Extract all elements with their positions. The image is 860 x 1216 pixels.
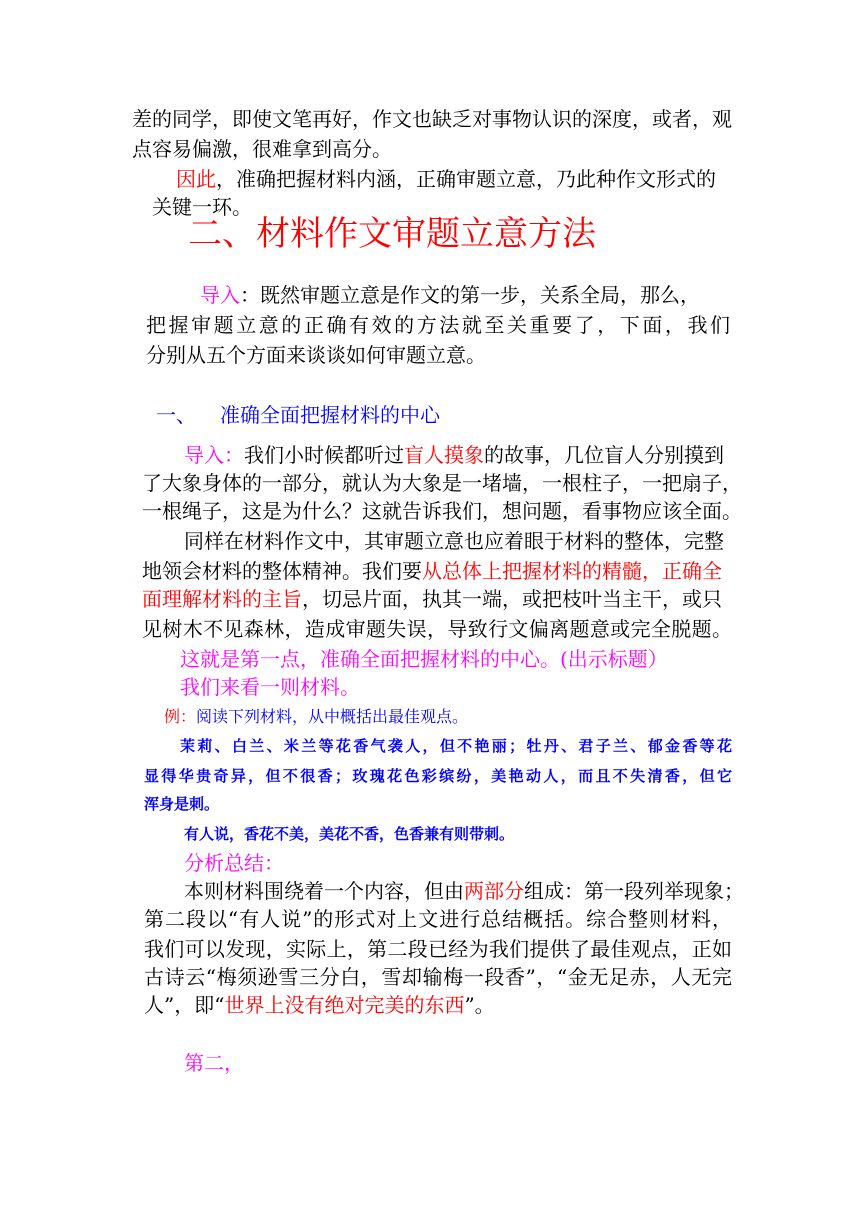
text-span: ，切忌片面，执其一端，或把枝叶当主干，或只 — [302, 587, 722, 611]
highlight-text: 世界上没有绝对完美的东西 — [224, 993, 465, 1017]
text-span: 浑身是刺。 — [144, 795, 220, 813]
text-span: 准确全面把握材料的中心 — [320, 647, 540, 671]
paragraph-line — [142, 584, 722, 614]
paragraph-line — [184, 526, 724, 556]
section-number: 一、 — [156, 403, 196, 427]
text-span: ，准确把握材料内涵，正确审题立意，乃此种作文形式的 — [216, 167, 716, 191]
paragraph-line — [142, 468, 742, 498]
paragraph-line — [132, 134, 392, 164]
example-text: 阅读下列材料，从中概括出最佳观点。 — [196, 707, 469, 726]
paragraph-line — [142, 556, 722, 586]
text-span: 古诗云“梅须逊雪三分白，雪却输梅一段香”，“金无足赤，人无完 — [144, 965, 732, 989]
text-span: 分别从五个方面来谈谈如何审题立意。 — [146, 343, 486, 367]
paragraph-line — [180, 644, 668, 674]
second-label: 第二， — [184, 1051, 244, 1075]
paragraph-line — [144, 934, 732, 964]
text-span: 本则材料围绕着一个内容，但由 — [184, 879, 464, 903]
paragraph-line — [144, 990, 495, 1020]
text-span: 了大象身体的一部分，就认为大象是一堵墙，一根柱子，一把扇子， — [142, 471, 742, 495]
text-span: 第二段以“有人说”的形式对上文进行总结概括。综合整则材料， — [144, 907, 732, 931]
text-span: 点容易偏激，很难拿到高分。 — [132, 137, 392, 161]
text-span: 见树木不见森林，造成审题失误，导致行文偏离题意或完全脱题。 — [142, 617, 732, 641]
highlight-text: 盲人摸象 — [404, 443, 484, 467]
material-line — [144, 764, 732, 788]
highlight-text: 面理解材料的主旨 — [142, 587, 302, 611]
text-span: 茉莉、白兰、米兰等花香气袭人，但不艳丽；牡丹、君子兰、郁金香等花 — [180, 737, 732, 755]
paragraph-line — [142, 614, 732, 644]
material-line — [144, 792, 219, 816]
text-span: 同样在材料作文中，其审题立意也应着眼于材料的整体，完整 — [184, 529, 724, 553]
material-line — [180, 734, 732, 758]
material-quote — [184, 822, 514, 846]
text-span: 一根绳子，这是为什么？这就告诉我们，想问题，看事物应该全面。 — [142, 499, 742, 523]
paragraph-line — [132, 104, 730, 134]
text-span: 我们可以发现，实际上，第二段已经为我们提供了最佳观点，正如 — [144, 937, 732, 961]
paragraph-line: 我们来看一则材料。 — [180, 675, 360, 699]
analysis-label: 分析总结： — [184, 851, 284, 875]
text-span: 人”，即“ — [144, 993, 225, 1017]
highlight-text: 因此 — [176, 167, 216, 191]
text-span: 显得华贵奇异，但不很香；玫瑰花色彩缤纷，美艳动人，而且不失清香，但它 — [144, 767, 732, 785]
paragraph-line — [142, 496, 742, 526]
paragraph-line — [146, 340, 486, 370]
section-heading: 二、材料作文审题立意方法 — [188, 214, 596, 254]
text-span: 这就是第一点， — [180, 647, 320, 671]
subsection-heading — [156, 400, 440, 430]
paragraph-line — [146, 310, 730, 340]
paragraph-line — [144, 962, 732, 992]
paragraph-line — [200, 280, 700, 310]
highlight-text: 从总体上把握材料的精髓，正确全 — [422, 559, 722, 583]
text-span: 关键一环。 — [152, 195, 252, 219]
text-span: 地领会材料的整体精神。我们要 — [142, 559, 422, 583]
paragraph-line — [184, 876, 744, 906]
example-label: 例： — [164, 707, 197, 726]
highlight-text: 两部分 — [464, 879, 524, 903]
text-span: ：既然审题立意是作文的第一步，关系全局，那么， — [240, 283, 700, 307]
text-span: 我们小时候都听过 — [244, 443, 404, 467]
text-span: 组成：第一段列举现象； — [524, 879, 744, 903]
paragraph-line — [184, 440, 724, 470]
text-span: 。(出示标题） — [540, 647, 668, 671]
paragraph-line — [144, 904, 732, 934]
section-title: 准确全面把握材料的中心 — [220, 403, 440, 427]
text-span: 把握审题立意的正确有效的方法就至关重要了，下面，我们 — [146, 313, 730, 337]
paragraph-line — [176, 164, 716, 194]
intro-label: 导入 — [200, 283, 240, 307]
example-line — [164, 704, 468, 730]
text-span: 有人说，香花不美，美花不香，色香兼有则带刺。 — [184, 825, 515, 843]
intro-label: 导入： — [184, 443, 244, 467]
text-span: 的故事，几位盲人分别摸到 — [484, 443, 724, 467]
text-span: 差的同学，即使文笔再好，作文也缺乏对事物认识的深度，或者，观 — [132, 107, 732, 131]
text-span: ”。 — [464, 993, 495, 1017]
